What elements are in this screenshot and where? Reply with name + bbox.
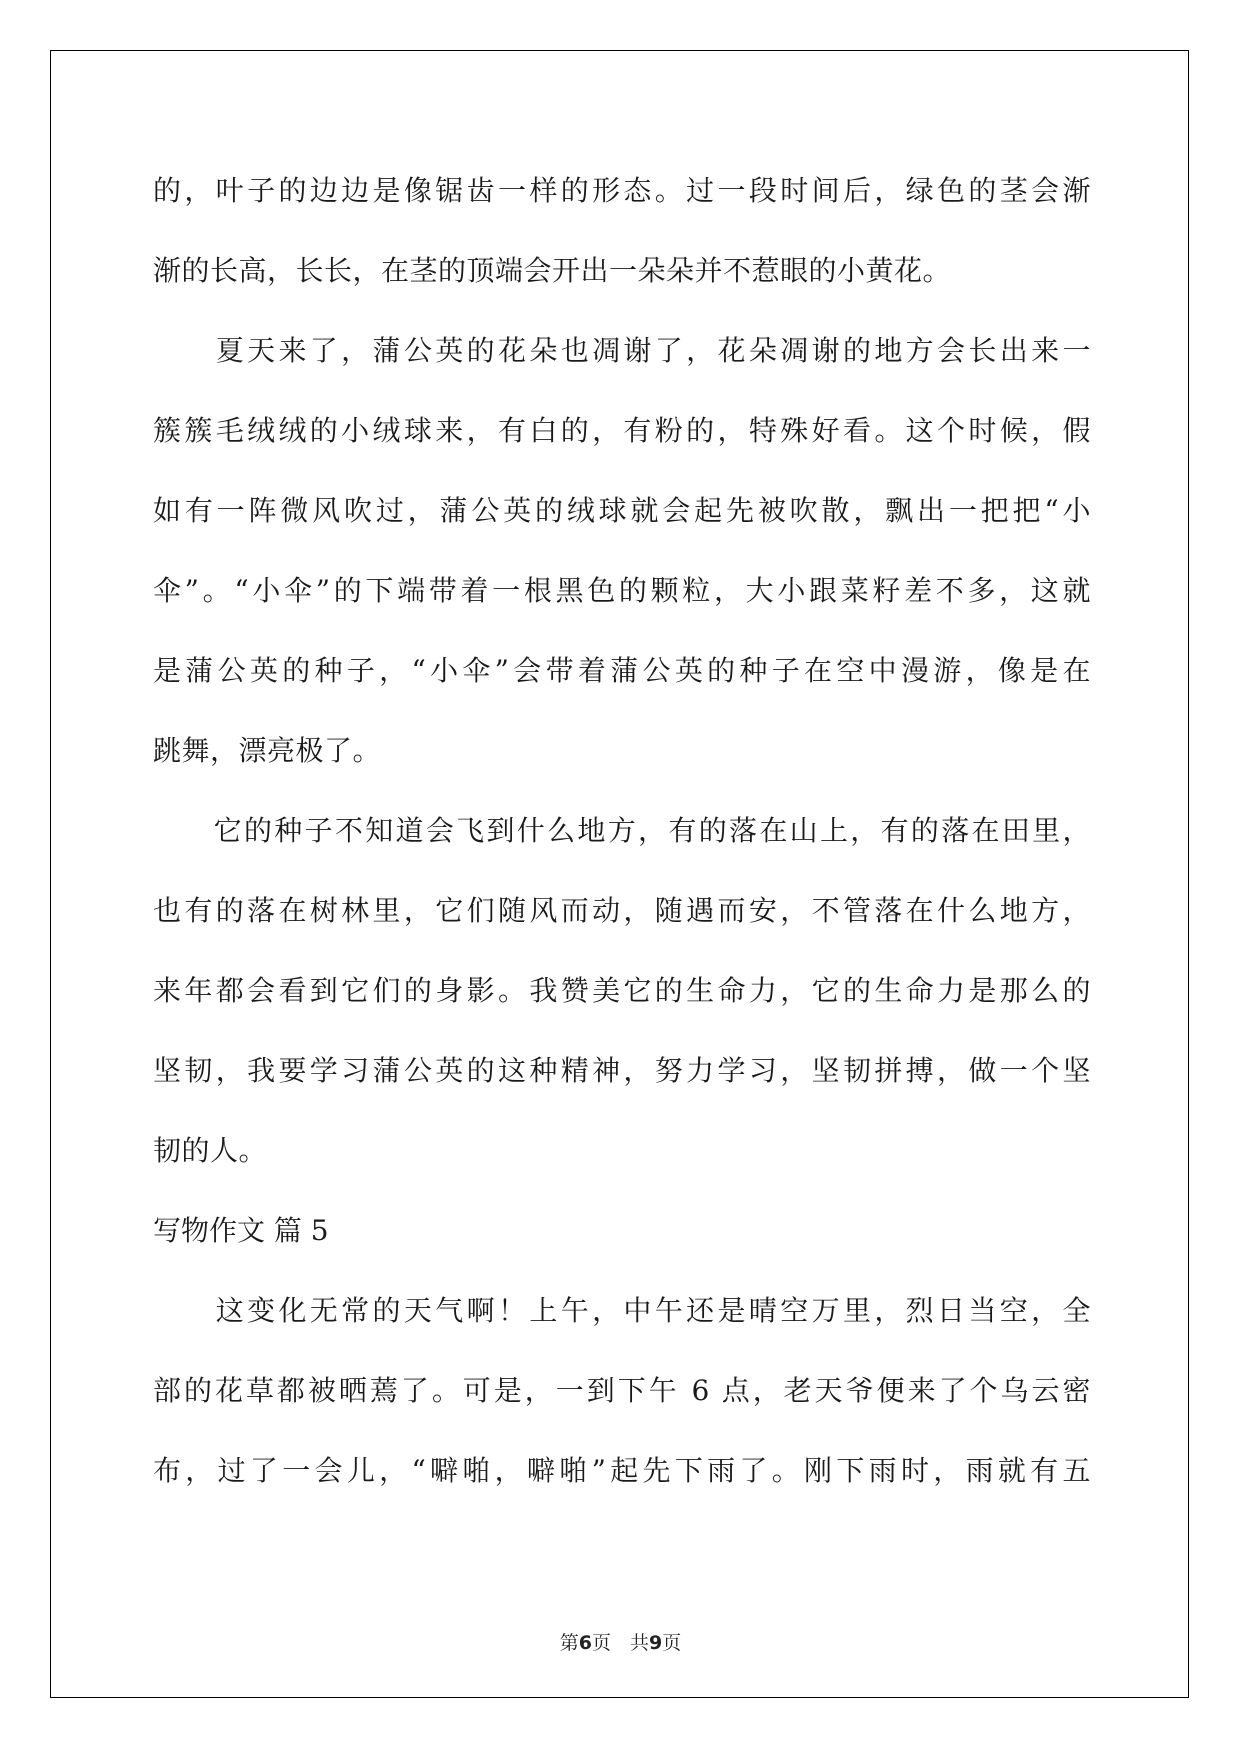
text-line: 坚韧，我要学习蒲公英的这种精神，努力学习，坚韧拼搏，做一个坚: [153, 1054, 1091, 1087]
text-line: 韧的人。: [153, 1134, 268, 1167]
text-line: 夏天来了，蒲公英的花朵也凋谢了，花朵凋谢的地方会长出来一: [153, 334, 1091, 367]
text-line: 如有一阵微风吹过，蒲公英的绒球就会起先被吹散，飘出一把把“小: [153, 494, 1091, 527]
total-page-number: 9: [649, 1632, 663, 1654]
text-line: 这变化无常的天气啊！上午，中午还是晴空万里，烈日当空，全: [153, 1294, 1091, 1327]
text-line: 来年都会看到它们的身影。我赞美它的生命力，它的生命力是那么的: [153, 974, 1091, 1007]
text-line: 簇簇毛绒绒的小绒球来，有白的，有粉的，特殊好看。这个时候，假: [153, 414, 1091, 447]
section-heading: 写物作文 篇 5: [153, 1214, 329, 1247]
current-page-number: 6: [578, 1632, 592, 1654]
text-line: 伞”。“小伞”的下端带着一根黑色的颗粒，大小跟菜籽差不多，这就: [153, 574, 1091, 607]
page-border: [50, 50, 1189, 1698]
footer-suffix: 页: [662, 1632, 682, 1654]
text-line: 它的种子不知道会飞到什么地方，有的落在山上，有的落在田里，: [153, 814, 1091, 847]
footer-prefix: 第: [559, 1632, 579, 1654]
text-line: 部的花草都被晒蔫了。可是，一到下午 6 点，老天爷便来了个乌云密: [153, 1374, 1091, 1407]
footer-mid: 页 共: [591, 1632, 649, 1654]
text-line: 也有的落在树林里，它们随风而动，随遇而安，不管落在什么地方，: [153, 894, 1091, 927]
text-line: 是蒲公英的种子，“小伞”会带着蒲公英的种子在空中漫游，像是在: [153, 654, 1091, 687]
text-line: 跳舞，漂亮极了。: [153, 734, 382, 767]
page-footer: [0, 1628, 1241, 1655]
text-line: 渐的长高，长长，在茎的顶端会开出一朵朵并不惹眼的小黄花。: [153, 254, 952, 287]
text-line: 布，过了一会儿，“噼啪，噼啪”起先下雨了。刚下雨时，雨就有五: [153, 1454, 1091, 1487]
text-line: 的，叶子的边边是像锯齿一样的形态。过一段时间后，绿色的茎会渐: [153, 174, 1091, 207]
